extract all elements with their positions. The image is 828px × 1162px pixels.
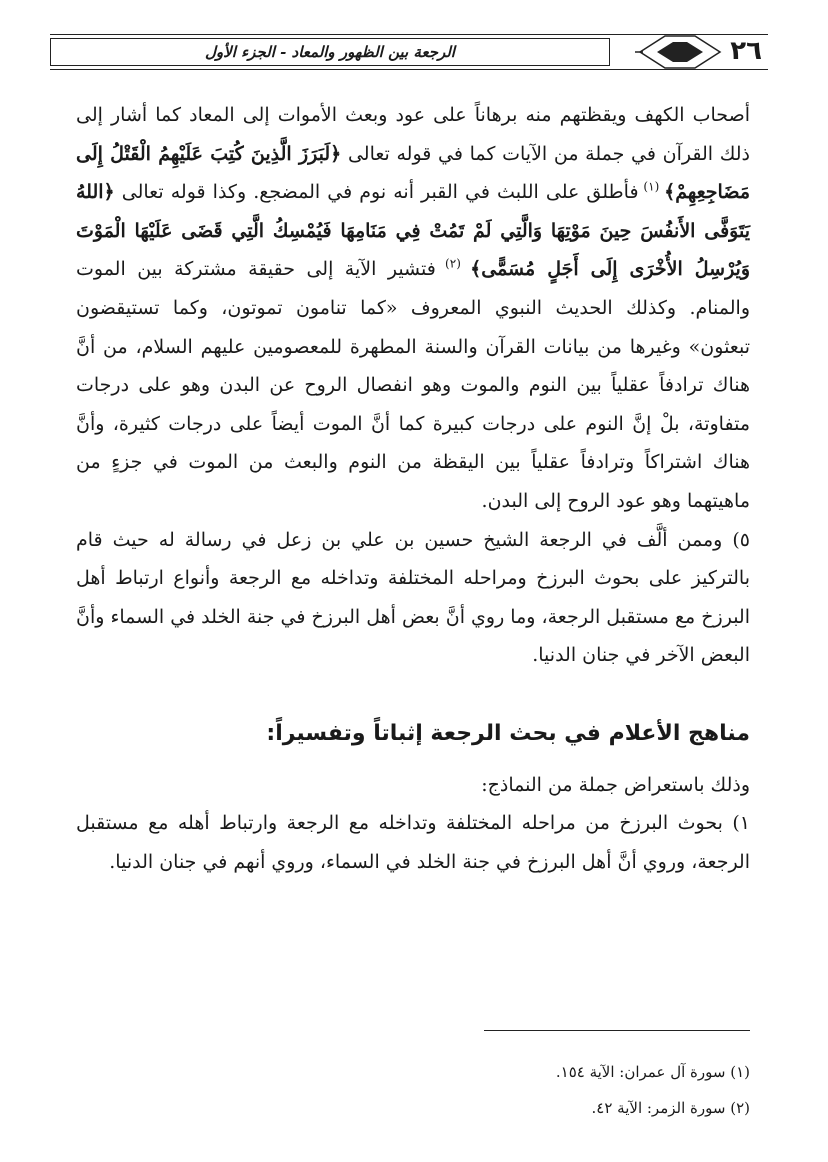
intro-line: وذلك باستعراض جملة من النماذج: [481, 773, 750, 796]
footnote-item: (١) سورة آل عمران: الآية ١٥٤. [555, 1063, 750, 1081]
footnote-ref: (٢) [435, 257, 471, 272]
body-paragraph [76, 96, 750, 521]
text-run: فأطلق على اللبث في القبر أنه نوم في المضجع. وكذا قوله تعالى [114, 181, 639, 204]
text-run: أصحاب الكهف ويقظتهم منه برهاناً على عود وبعث الأموات إلى المعاد كما أشار إلى ذلك القرآن في جملة من الآيات كما في قوله تعالى [76, 104, 750, 165]
quran-quote: ﴿لَبَرَزَ الَّذِينَ كُتِبَ عَلَيْهِمُ الْقَتْلُ إِلَى مَضَاجِعِهِمْ﴾ [76, 142, 750, 204]
header-ornament-icon [635, 32, 725, 72]
main-text [76, 96, 750, 881]
running-title: الرجعة بين الظهور والمعاد - الجزء الأول [50, 38, 610, 66]
body-paragraph [76, 521, 750, 675]
page-header [50, 30, 768, 74]
page-number: ٢٦ [730, 36, 762, 66]
footnote-ref: (١) [638, 179, 665, 194]
text-run: فتشير الآية إلى حقيقة مشتركة بين الموت والمنام. وكذلك الحديث النبوي المعروف «كما تنامون تموتون، وكما تستيقضون تبعثون» وغيرها من بيانات القرآن والسنة المطهرة للمعصومين عليهم السلام، من أنَّ هناك ترادفاً عقلياً بين النوم والموت وهو انفصال الروح عن البدن وهو على درجات متفاوتة، بلْ إنَّ النوم على درجات كبيرة كما أنَّ الموت أيضاً على درجات كثيرة، وأنَّ هناك اشتراكاً وترادفاً عقلياً بين اليقظة من النوم والبعث من الموت في جزءٍ من ماهيتهما وهو عود الروح إلى البدن. [76, 258, 750, 512]
footnote-item: (٢) سورة الزمر: الآية ٤٢. [591, 1099, 750, 1117]
quran-quote: ﴿اللهُ يَتَوَفَّى الأَنفُسَ حِينَ مَوْتِهَا وَالَّتِي لَمْ تَمُتْ فِي مَنَامِهَا فَيُمْسِكُ الَّتِي قَضَى عَلَيْهَا الْمَوْتَ وَيُرْسِلُ الأُخْرَى إِلَى أَجَلٍ مُسَمًّى﴾ [76, 181, 751, 281]
list-item: ١) بحوث البرزخ من مراحله المختلفة وتداخله مع الرجعة وارتباط أهله مع مستقبل الرجعة، وروي أنَّ أهل البرزخ في جنة الخلد في السماء، وروي أنهم في جنان الدنيا. [76, 812, 750, 873]
footnote-separator [484, 1030, 750, 1031]
section-heading: مناهج الأعلام في بحث الرجعة إثباتاً وتفسيراً: [266, 720, 750, 746]
footnotes [556, 1054, 750, 1126]
text-run: ٥) وممن ألَّف في الرجعة الشيخ حسين بن علي بن زعل في رسالة له حيث قام بالتركيز على بحوث البرزخ ومراحله المختلفة وتداخله مع الرجعة وأنواع ارتباط أهل البرزخ مع مستقبل الرجعة، وما روي أنَّ بعض أهل البرزخ في جنة الخلد في السماء وأنَّ البعض الآخر في جنان الدنيا. [76, 528, 750, 667]
